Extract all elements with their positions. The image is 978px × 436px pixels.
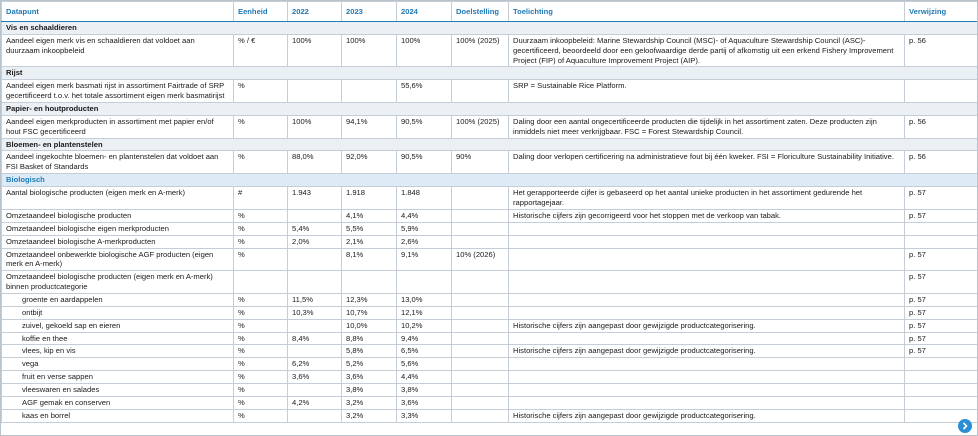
cell-doelstelling xyxy=(452,409,509,422)
cell-verwijzing: p. 57 xyxy=(905,271,978,294)
chevron-right-icon xyxy=(961,422,969,430)
cell-toelichting xyxy=(509,235,905,248)
cell-2023: 3,2% xyxy=(342,409,397,422)
table-row xyxy=(2,371,978,384)
cell-datapunt: Aandeel eigen merk vis en schaaldieren dat voldoet aan duurzaam inkoopbeleid xyxy=(2,34,234,67)
table-row xyxy=(2,384,978,397)
cell-2023: 3,6% xyxy=(342,371,397,384)
cell-eenheid: % xyxy=(234,319,288,332)
cell-2023: 3,8% xyxy=(342,384,397,397)
cell-2022: 100% xyxy=(288,34,342,67)
cell-eenheid: % xyxy=(234,151,288,174)
cell-doelstelling xyxy=(452,332,509,345)
cell-eenheid: % xyxy=(234,358,288,371)
data-table xyxy=(1,1,978,423)
cell-doelstelling xyxy=(452,345,509,358)
cell-2023: 5,2% xyxy=(342,358,397,371)
cell-datapunt: vleeswaren en salades xyxy=(2,384,234,397)
cell-datapunt: Omzetaandeel onbewerkte biologische AGF producten (eigen merk en A-merk) xyxy=(2,248,234,271)
cell-toelichting: Historische cijfers zijn aangepast door gewijzigde productcategorisering. xyxy=(509,409,905,422)
cell-doelstelling xyxy=(452,384,509,397)
section-title: Rijst xyxy=(2,67,978,80)
cell-doelstelling xyxy=(452,294,509,307)
cell-verwijzing xyxy=(905,235,978,248)
table-row xyxy=(2,358,978,371)
cell-2024: 90,5% xyxy=(397,115,452,138)
cell-verwijzing xyxy=(905,396,978,409)
cell-verwijzing xyxy=(905,384,978,397)
cell-eenheid: # xyxy=(234,187,288,210)
table-row xyxy=(2,319,978,332)
cell-verwijzing xyxy=(905,371,978,384)
cell-datapunt: ontbijt xyxy=(2,306,234,319)
cell-2022: 10,3% xyxy=(288,306,342,319)
cell-datapunt: Aandeel eigen merk basmati rijst in assortiment Fairtrade of SRP gecertificeerd t.o.v. het totale assortiment eigen merk basmatirijst xyxy=(2,80,234,103)
cell-datapunt: Aandeel eigen merkproducten in assortiment met papier en/of hout FSC gecertificeerd xyxy=(2,115,234,138)
cell-2023: 1.918 xyxy=(342,187,397,210)
cell-eenheid: % xyxy=(234,409,288,422)
cell-eenheid: % xyxy=(234,396,288,409)
cell-eenheid: % xyxy=(234,115,288,138)
section-title: Bloemen- en plantenstelen xyxy=(2,138,978,151)
cell-2022: 2,0% xyxy=(288,235,342,248)
cell-2022 xyxy=(288,210,342,223)
section-title: Vis en schaaldieren xyxy=(2,22,978,35)
cell-doelstelling xyxy=(452,222,509,235)
cell-2023: 5,8% xyxy=(342,345,397,358)
cell-2023: 4,1% xyxy=(342,210,397,223)
cell-verwijzing: p. 57 xyxy=(905,332,978,345)
cell-toelichting xyxy=(509,396,905,409)
scroll-next-button[interactable] xyxy=(958,419,972,433)
cell-2024: 3,3% xyxy=(397,409,452,422)
table-row xyxy=(2,409,978,422)
cell-2023: 5,5% xyxy=(342,222,397,235)
cell-toelichting: Het gerapporteerde cijfer is gebaseerd op het aantal unieke producten in het assortiment gedurende het rapportagejaar. xyxy=(509,187,905,210)
table-row xyxy=(2,34,978,67)
cell-verwijzing: p. 56 xyxy=(905,34,978,67)
cell-eenheid: % xyxy=(234,306,288,319)
cell-doelstelling xyxy=(452,235,509,248)
table-row xyxy=(2,80,978,103)
header-verwijzing[interactable]: Verwijzing xyxy=(905,2,978,22)
cell-datapunt: AGF gemak en conserven xyxy=(2,396,234,409)
cell-datapunt: Aandeel ingekochte bloemen- en plantenstelen dat voldoet aan FSI Basket of Standards xyxy=(2,151,234,174)
cell-2023: 3,2% xyxy=(342,396,397,409)
cell-doelstelling xyxy=(452,319,509,332)
table-row xyxy=(2,332,978,345)
cell-2023: 8,8% xyxy=(342,332,397,345)
cell-2024: 4,4% xyxy=(397,210,452,223)
cell-verwijzing: p. 57 xyxy=(905,248,978,271)
cell-2023: 2,1% xyxy=(342,235,397,248)
cell-2023 xyxy=(342,271,397,294)
cell-2022 xyxy=(288,384,342,397)
cell-toelichting: Duurzaam inkoopbeleid: Marine Stewardship Council (MSC)- of Aquaculture Stewardship Council (ASC)-gecertificeerd, beoordeeld door een geloofwaardige derde partij of afkomstig uit een erkend Fishery Improvement Project (FIP) of Aquaculture Improvement Project (AIP). xyxy=(509,34,905,67)
cell-2023: 94,1% xyxy=(342,115,397,138)
cell-verwijzing xyxy=(905,80,978,103)
table-row xyxy=(2,151,978,174)
cell-2022: 11,5% xyxy=(288,294,342,307)
table-body xyxy=(2,22,978,423)
cell-2022: 4,2% xyxy=(288,396,342,409)
cell-verwijzing xyxy=(905,222,978,235)
table-row xyxy=(2,187,978,210)
header-2024[interactable]: 2024 xyxy=(397,2,452,22)
cell-2023: 12,3% xyxy=(342,294,397,307)
cell-datapunt: vlees, kip en vis xyxy=(2,345,234,358)
header-doelstelling[interactable]: Doelstelling xyxy=(452,2,509,22)
cell-2024: 3,6% xyxy=(397,396,452,409)
cell-datapunt: koffie en thee xyxy=(2,332,234,345)
cell-datapunt: Omzetaandeel biologische A-merkproducten xyxy=(2,235,234,248)
cell-verwijzing: p. 56 xyxy=(905,115,978,138)
cell-doelstelling xyxy=(452,396,509,409)
cell-toelichting: Daling door een aantal ongecertificeerde producten die tijdelijk in het assortiment zaten. Deze producten zijn inmiddels niet meer verkrijgbaar. FSC = Forest Stewardship Council. xyxy=(509,115,905,138)
cell-2022: 88,0% xyxy=(288,151,342,174)
cell-2022: 100% xyxy=(288,115,342,138)
cell-eenheid: % xyxy=(234,384,288,397)
table-row xyxy=(2,115,978,138)
cell-datapunt: fruit en verse sappen xyxy=(2,371,234,384)
cell-doelstelling xyxy=(452,210,509,223)
cell-toelichting xyxy=(509,222,905,235)
header-toelichting[interactable]: Toelichting xyxy=(509,2,905,22)
cell-2023: 92,0% xyxy=(342,151,397,174)
cell-verwijzing: p. 57 xyxy=(905,294,978,307)
table-row xyxy=(2,210,978,223)
cell-eenheid xyxy=(234,271,288,294)
cell-verwijzing: p. 57 xyxy=(905,319,978,332)
cell-toelichting xyxy=(509,248,905,271)
cell-toelichting xyxy=(509,306,905,319)
table-row xyxy=(2,248,978,271)
cell-2024: 100% xyxy=(397,34,452,67)
cell-datapunt: groente en aardappelen xyxy=(2,294,234,307)
cell-eenheid: % xyxy=(234,345,288,358)
cell-doelstelling xyxy=(452,371,509,384)
cell-2024: 2,6% xyxy=(397,235,452,248)
cell-doelstelling: 10% (2026) xyxy=(452,248,509,271)
cell-doelstelling xyxy=(452,306,509,319)
header-datapunt[interactable]: Datapunt xyxy=(2,2,234,22)
table-row xyxy=(2,235,978,248)
cell-2022: 1.943 xyxy=(288,187,342,210)
cell-toelichting xyxy=(509,271,905,294)
cell-2024: 90,5% xyxy=(397,151,452,174)
cell-2022 xyxy=(288,409,342,422)
cell-2024: 4,4% xyxy=(397,371,452,384)
section-title: Papier- en houtproducten xyxy=(2,103,978,116)
cell-doelstelling xyxy=(452,80,509,103)
cell-datapunt: Omzetaandeel biologische eigen merkproducten xyxy=(2,222,234,235)
cell-eenheid: % xyxy=(234,235,288,248)
table-row xyxy=(2,306,978,319)
cell-toelichting: Daling door verlopen certificering na administratieve fout bij één kweker. FSI = Floriculture Sustainability Initiative. xyxy=(509,151,905,174)
section-header-row xyxy=(2,103,978,116)
section-header-row xyxy=(2,22,978,35)
header-2022[interactable]: 2022 xyxy=(288,2,342,22)
cell-2024: 1.848 xyxy=(397,187,452,210)
section-title: Biologisch xyxy=(2,174,978,187)
cell-2024: 6,5% xyxy=(397,345,452,358)
cell-2022: 8,4% xyxy=(288,332,342,345)
table-row xyxy=(2,345,978,358)
cell-datapunt: Aantal biologische producten (eigen merk en A-merk) xyxy=(2,187,234,210)
cell-2023: 8,1% xyxy=(342,248,397,271)
cell-eenheid: % xyxy=(234,210,288,223)
cell-toelichting: Historische cijfers zijn aangepast door gewijzigde productcategorisering. xyxy=(509,319,905,332)
cell-2024: 10,2% xyxy=(397,319,452,332)
cell-2024: 13,0% xyxy=(397,294,452,307)
cell-doelstelling: 100% (2025) xyxy=(452,34,509,67)
cell-2022 xyxy=(288,80,342,103)
cell-datapunt: Omzetaandeel biologische producten (eigen merk en A-merk) binnen productcategorie xyxy=(2,271,234,294)
cell-verwijzing: p. 56 xyxy=(905,151,978,174)
cell-2023: 100% xyxy=(342,34,397,67)
table-row xyxy=(2,222,978,235)
cell-eenheid: % xyxy=(234,80,288,103)
cell-doelstelling xyxy=(452,358,509,371)
section-header-row xyxy=(2,67,978,80)
table-header-row xyxy=(2,2,978,22)
cell-2023: 10,7% xyxy=(342,306,397,319)
cell-2022 xyxy=(288,319,342,332)
cell-eenheid: % xyxy=(234,332,288,345)
cell-toelichting: SRP = Sustainable Rice Platform. xyxy=(509,80,905,103)
cell-eenheid: % xyxy=(234,222,288,235)
section-header-row xyxy=(2,138,978,151)
cell-eenheid: % / € xyxy=(234,34,288,67)
cell-eenheid: % xyxy=(234,371,288,384)
cell-datapunt: kaas en borrel xyxy=(2,409,234,422)
cell-verwijzing: p. 57 xyxy=(905,306,978,319)
cell-verwijzing: p. 57 xyxy=(905,210,978,223)
table-row xyxy=(2,271,978,294)
cell-2022 xyxy=(288,248,342,271)
cell-doelstelling: 100% (2025) xyxy=(452,115,509,138)
cell-2024: 12,1% xyxy=(397,306,452,319)
cell-toelichting xyxy=(509,332,905,345)
cell-2022 xyxy=(288,345,342,358)
cell-2024 xyxy=(397,271,452,294)
cell-doelstelling: 90% xyxy=(452,151,509,174)
cell-datapunt: Omzetaandeel biologische producten xyxy=(2,210,234,223)
cell-eenheid: % xyxy=(234,248,288,271)
cell-datapunt: zuivel, gekoeld sap en eieren xyxy=(2,319,234,332)
cell-toelichting: Historische cijfers zijn aangepast door gewijzigde productcategorisering. xyxy=(509,345,905,358)
cell-datapunt: vega xyxy=(2,358,234,371)
cell-2023: 10,0% xyxy=(342,319,397,332)
cell-2022: 6,2% xyxy=(288,358,342,371)
cell-verwijzing: p. 57 xyxy=(905,187,978,210)
cell-2022: 3,6% xyxy=(288,371,342,384)
cell-doelstelling xyxy=(452,187,509,210)
cell-2023 xyxy=(342,80,397,103)
cell-toelichting xyxy=(509,358,905,371)
cell-2024: 5,6% xyxy=(397,358,452,371)
cell-verwijzing: p. 57 xyxy=(905,345,978,358)
table-row xyxy=(2,294,978,307)
cell-toelichting xyxy=(509,384,905,397)
section-header-row xyxy=(2,174,978,187)
cell-2024: 9,1% xyxy=(397,248,452,271)
cell-2024: 55,6% xyxy=(397,80,452,103)
cell-2024: 9,4% xyxy=(397,332,452,345)
cell-verwijzing xyxy=(905,358,978,371)
cell-2022: 5,4% xyxy=(288,222,342,235)
cell-toelichting xyxy=(509,371,905,384)
cell-eenheid: % xyxy=(234,294,288,307)
table-row xyxy=(2,396,978,409)
cell-toelichting xyxy=(509,294,905,307)
header-eenheid[interactable]: Eenheid xyxy=(234,2,288,22)
header-2023[interactable]: 2023 xyxy=(342,2,397,22)
cell-2022 xyxy=(288,271,342,294)
cell-2024: 3,8% xyxy=(397,384,452,397)
cell-2024: 5,9% xyxy=(397,222,452,235)
cell-toelichting: Historische cijfers zijn gecorrigeerd voor het stoppen met de verkoop van tabak. xyxy=(509,210,905,223)
cell-doelstelling xyxy=(452,271,509,294)
